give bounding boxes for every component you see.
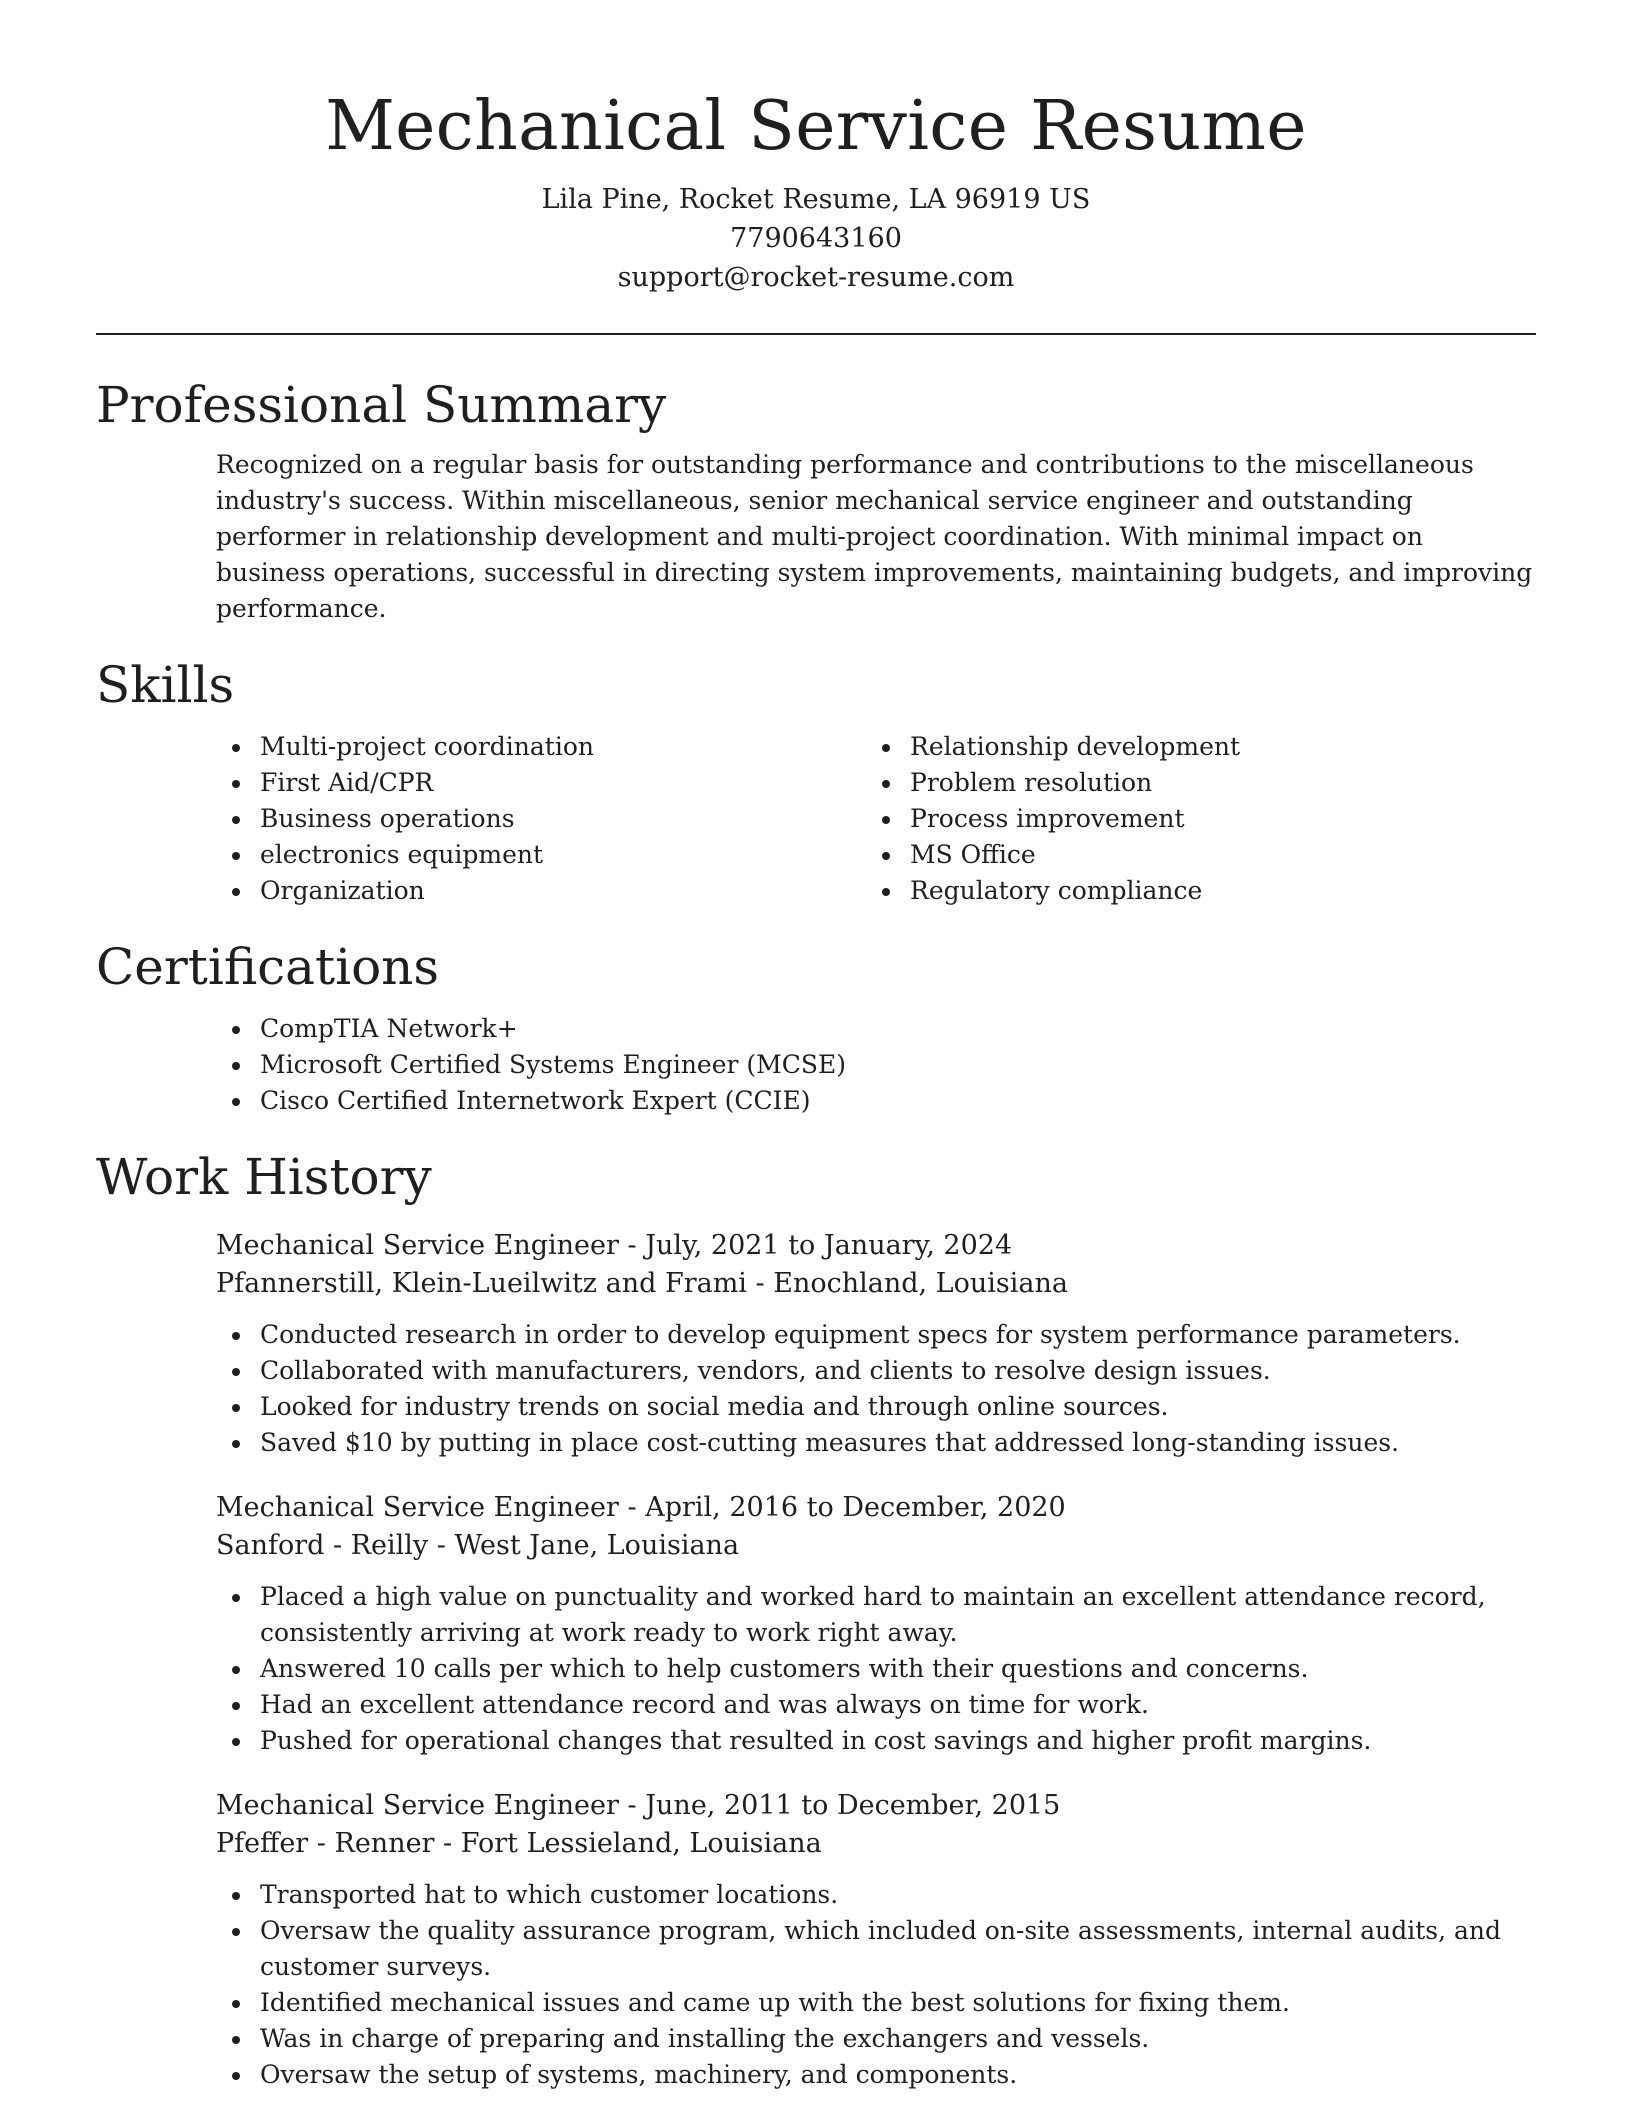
job-title: Mechanical Service Engineer bbox=[216, 1230, 619, 1261]
job-company-line: Pfeffer - Renner - Fort Lessieland, Louisiana bbox=[216, 1828, 822, 1859]
job-entry bbox=[216, 1787, 1536, 2093]
skills-list-left bbox=[216, 729, 866, 909]
job-dates: July, 2021 to January, 2024 bbox=[645, 1230, 1013, 1261]
skill-item: Problem resolution bbox=[866, 765, 1516, 801]
summary-heading: Professional Summary bbox=[96, 376, 667, 434]
certification-item: Microsoft Certified Systems Engineer (MCSE) bbox=[216, 1047, 1536, 1083]
summary-section bbox=[96, 373, 1536, 627]
skill-item: MS Office bbox=[866, 837, 1516, 873]
job-duties-list bbox=[96, 1579, 1536, 1759]
skill-item: Multi-project coordination bbox=[216, 729, 866, 765]
job-duty: Looked for industry trends on social media and through online sources. bbox=[216, 1389, 1536, 1425]
certifications-heading: Certifications bbox=[96, 938, 440, 996]
job-dates: June, 2011 to December, 2015 bbox=[645, 1790, 1061, 1821]
job-company: Sanford - Reilly bbox=[216, 1530, 429, 1561]
job-location: West Jane, Louisiana bbox=[454, 1530, 740, 1561]
skill-item: Business operations bbox=[216, 801, 866, 837]
skills-list-right bbox=[866, 729, 1516, 909]
job-company-line: Sanford - Reilly - West Jane, Louisiana bbox=[216, 1530, 740, 1561]
job-duties-list bbox=[96, 1317, 1536, 1461]
contact-phone: 7790643160 bbox=[730, 223, 902, 254]
job-duty: Pushed for operational changes that resulted in cost savings and higher profit margins. bbox=[216, 1723, 1536, 1759]
header-divider bbox=[96, 333, 1536, 335]
job-company-line: Pfannerstill, Klein-Lueilwitz and Frami - Enochland, Louisiana bbox=[216, 1268, 1068, 1299]
job-title-line: Mechanical Service Engineer - June, 2011 to December, 2015 bbox=[216, 1790, 1061, 1821]
job-title-line: Mechanical Service Engineer - July, 2021 to January, 2024 bbox=[216, 1230, 1013, 1261]
skill-item: Organization bbox=[216, 873, 866, 909]
job-duty: Identified mechanical issues and came up with the best solutions for fixing them. bbox=[216, 1985, 1536, 2021]
job-duties-list bbox=[96, 1877, 1536, 2093]
job-duty: Oversaw the quality assurance program, which included on-site assessments, internal audits, and customer surveys. bbox=[216, 1913, 1536, 1985]
certifications-list bbox=[216, 1011, 1536, 1119]
job-location: Fort Lessieland, Louisiana bbox=[460, 1828, 822, 1859]
job-title: Mechanical Service Engineer bbox=[216, 1790, 619, 1821]
job-company: Pfannerstill, Klein-Lueilwitz and Frami bbox=[216, 1268, 747, 1299]
skill-item: Relationship development bbox=[866, 729, 1516, 765]
resume-header bbox=[96, 0, 1536, 335]
job-duty: Answered 10 calls per which to help customers with their questions and concerns. bbox=[216, 1651, 1536, 1687]
job-company: Pfeffer - Renner bbox=[216, 1828, 435, 1859]
skills-columns bbox=[216, 729, 1536, 909]
job-entry bbox=[216, 1227, 1536, 1461]
summary-text: Recognized on a regular basis for outstanding performance and contributions to the miscellaneous industry's success. Within miscellaneous, senior mechanical service engineer and outstanding performer in relationship development and multi-project coordination. With minimal impact on business operations, successful in directing system improvements, maintaining budgets, and improving performance. bbox=[216, 450, 1533, 623]
job-duty: Conducted research in order to develop equipment specs for system performance parameters. bbox=[216, 1317, 1536, 1353]
job-duty: Had an excellent attendance record and was always on time for work. bbox=[216, 1687, 1536, 1723]
skill-item: Process improvement bbox=[866, 801, 1516, 837]
work-history-heading: Work History bbox=[96, 1148, 432, 1206]
job-title-line: Mechanical Service Engineer - April, 2016 to December, 2020 bbox=[216, 1492, 1066, 1523]
resume-page bbox=[96, 0, 1536, 2093]
skills-section bbox=[96, 653, 1536, 909]
certification-item: Cisco Certified Internetwork Expert (CCIE) bbox=[216, 1083, 1536, 1119]
job-location: Enochland, Louisiana bbox=[773, 1268, 1068, 1299]
work-history-section bbox=[96, 1145, 1536, 2093]
job-duty: Transported hat to which customer locations. bbox=[216, 1877, 1536, 1913]
job-entry bbox=[216, 1489, 1536, 1759]
job-duty: Placed a high value on punctuality and worked hard to maintain an excellent attendance record, consistently arriving at work ready to work right away. bbox=[216, 1579, 1536, 1651]
contact-info bbox=[96, 180, 1536, 297]
skills-heading: Skills bbox=[96, 656, 235, 714]
contact-address: Lila Pine, Rocket Resume, LA 96919 US bbox=[541, 184, 1091, 215]
skill-item: First Aid/CPR bbox=[216, 765, 866, 801]
contact-email: support@rocket-resume.com bbox=[617, 262, 1015, 293]
certification-item: CompTIA Network+ bbox=[216, 1011, 1536, 1047]
skill-item: Regulatory compliance bbox=[866, 873, 1516, 909]
skill-item: electronics equipment bbox=[216, 837, 866, 873]
certifications-section bbox=[96, 935, 1536, 1119]
job-duty: Saved $10 by putting in place cost-cutting measures that addressed long-standing issues. bbox=[216, 1425, 1536, 1461]
job-duty: Collaborated with manufacturers, vendors, and clients to resolve design issues. bbox=[216, 1353, 1536, 1389]
job-dates: April, 2016 to December, 2020 bbox=[645, 1492, 1066, 1523]
job-duty: Oversaw the setup of systems, machinery, and components. bbox=[216, 2057, 1536, 2093]
job-title: Mechanical Service Engineer bbox=[216, 1492, 619, 1523]
resume-title: Mechanical Service Resume bbox=[325, 87, 1307, 166]
job-duty: Was in charge of preparing and installing the exchangers and vessels. bbox=[216, 2021, 1536, 2057]
